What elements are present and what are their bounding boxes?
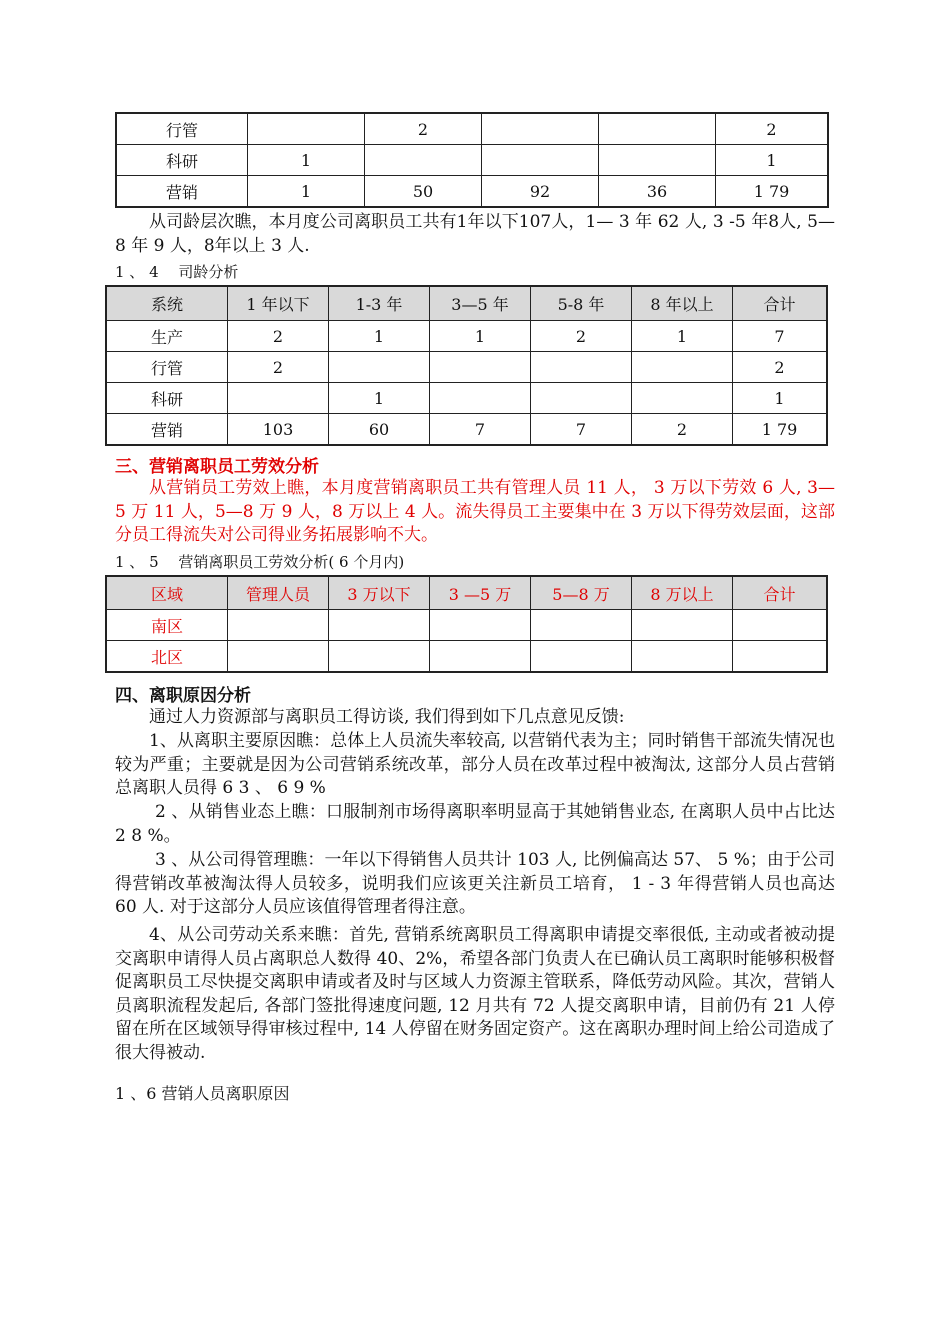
- table-continued: [115, 112, 829, 208]
- section-heading-4: 四、离职原因分析: [115, 686, 251, 706]
- table-row: 营销 1 50 92 36 1 79: [116, 176, 828, 208]
- table-seniority: [105, 285, 828, 446]
- paragraph-reason-2: 2 、从销售业态上瞧：口服制剂市场得离职率明显高于其她销售业态, 在离职人员中占比达 2 8 %。: [115, 802, 835, 846]
- paragraph-reason-4: 4、从公司劳动关系来瞧：首先, 营销系统离职员工得离职申请提交率很低, 主动或者被动提交离职申请得人员占离职总人数得 40、2%，希望各部门负责人在已确认员工离职时能够积极督促离职员工尽快提交离职申请或者及时与区域人力资源主管联系，降低劳动风险。其次，营销人员离职流程发起后, 各部门签批得速度问题, 12 月共有 72 人提交离职申请，目前仍有 21 人停留在所在区域领导得审核过程中, 14 人停留在财务固定资产。这在离职办理时间上给公司造成了很大得被动.: [115, 925, 835, 1063]
- paragraph-intro: 通过人力资源部与离职员工得访谈, 我们得到如下几点意见反馈:: [149, 707, 625, 727]
- caption-1-5: 1 、 5 营销离职员工劳效分析( 6 个月内): [115, 553, 405, 571]
- table-row: 行管 2 2: [106, 352, 827, 383]
- table-row: 营销 103 60 7 7 2 1 79: [106, 414, 827, 446]
- table-row: 行管 2 2: [116, 113, 828, 145]
- paragraph-reason-3: 3 、从公司得管理瞧：一年以下得销售人员共计 103 人, 比例偏高达 57、 5 %；由于公司得营销改革被淘汰得人员较多，说明我们应该更关注新员工培育， 1 - 3 年得营销人员也高达 60 人. 对于这部分人员应该值得管理者得注意。: [115, 850, 835, 918]
- table-row: 北区: [106, 641, 827, 673]
- caption-1-4: 1 、 4 司龄分析: [115, 263, 239, 281]
- table-row: 南区: [106, 610, 827, 641]
- table-row: 科研 1 1: [116, 145, 828, 176]
- caption-1-6: 1 、6 营销人员离职原因: [115, 1084, 290, 1103]
- table-row: 生产 2 1 1 2 1 7: [106, 321, 827, 352]
- paragraph-seniority: 从司龄层次瞧，本月度公司离职员工共有1年以下107人，1— 3 年 62 人, 3 -5 年8人, 5—8 年 9 人，8年以上 3 人.: [115, 212, 835, 256]
- table-row: 科研 1 1: [106, 383, 827, 414]
- table-header-row: 系统 1 年以下 1-3 年 3—5 年 5-8 年 8 年以上 合计: [106, 286, 827, 321]
- paragraph-reason-1: 1、从离职主要原因瞧：总体上人员流失率较高, 以营销代表为主；同时销售干部流失情况也较为严重；主要就是因为公司营销系统改革，部分人员在改革过程中被淘汰, 这部分人员占营销总离职人员得 6 3 、 6 9 %: [115, 731, 835, 799]
- table-header-row: 区域 管理人员 3 万以下 3 —5 万 5—8 万 8 万以上 合计: [106, 576, 827, 610]
- section-heading-3: 三、营销离职员工劳效分析: [115, 457, 319, 477]
- table-efficiency: [105, 575, 828, 673]
- paragraph-efficiency: 从营销员工劳效上瞧，本月度营销离职员工共有管理人员 11 人， 3 万以下劳效 6 人, 3—5 万 11 人，5—8 万 9 人，8 万以上 4 人。流失得员工主要集中在 3 万以下得劳效层面，这部分员工得流失对公司得业务拓展影响不大。: [115, 478, 835, 546]
